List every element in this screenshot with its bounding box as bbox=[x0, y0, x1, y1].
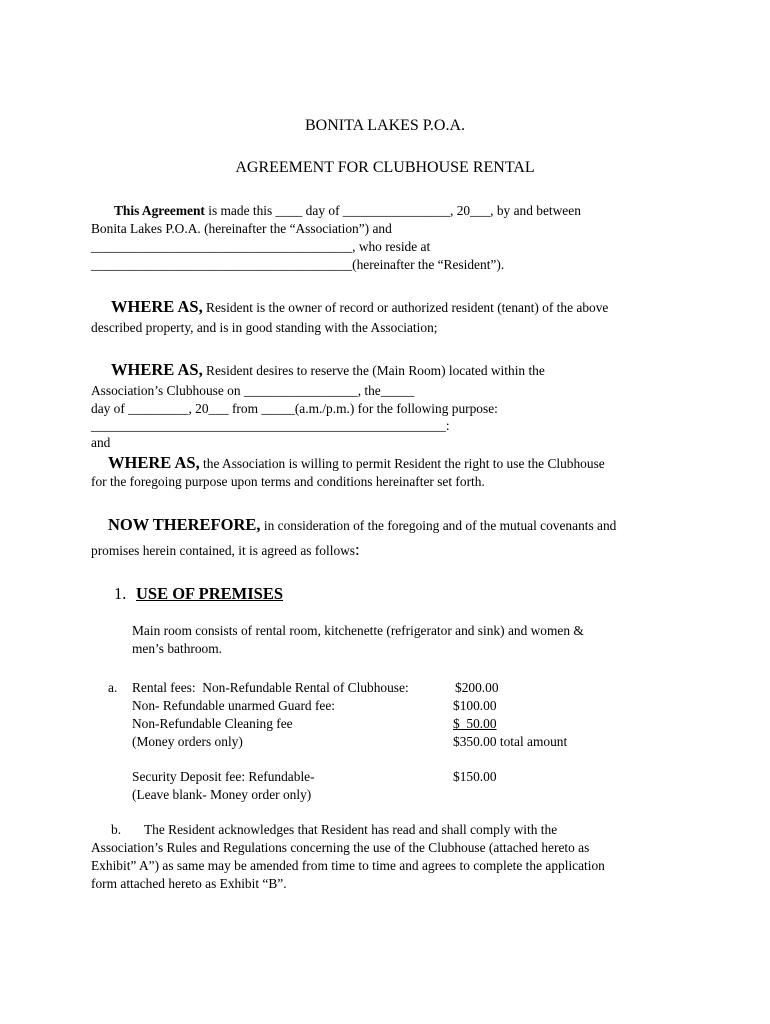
whereas-1-line-1 bbox=[111, 298, 608, 316]
intro-bold-lead: This Agreement bbox=[114, 203, 205, 218]
item-b-line-2: Association’s Rules and Regulations concerning the use of the Clubhouse (attached hereto as bbox=[91, 840, 590, 855]
deposit-note: (Leave blank- Money order only) bbox=[132, 787, 312, 802]
fee-row-3-amount: $ 50.00 bbox=[453, 716, 497, 731]
whereas-2-line-3: day of _________, 20___ from _____(a.m./p.m.) for the following purpose: bbox=[91, 401, 498, 416]
intro-line-1 bbox=[114, 202, 581, 219]
fee-row-1-label: Rental fees: Non-Refundable Rental of Clubhouse: bbox=[132, 680, 409, 695]
whereas-1-line-1-text: Resident is the owner of record or authorized resident (tenant) of the above bbox=[202, 300, 609, 315]
whereas-1-lead: WHERE AS, bbox=[111, 297, 203, 316]
nowtherefore-line-2 bbox=[91, 541, 360, 559]
org-title: BONITA LAKES P.O.A. bbox=[304, 117, 466, 134]
whereas-2-line-2: Association’s Clubhouse on _________________, the_____ bbox=[91, 383, 415, 398]
whereas-2-line-1 bbox=[111, 361, 545, 379]
item-b-line-3: Exhibit” A”) as same may be amended from time to time and agrees to complete the application bbox=[91, 858, 605, 873]
whereas-1-line-2: described property, and is in good standing with the Association; bbox=[91, 320, 438, 335]
section-1-desc-line-2: men’s bathroom. bbox=[132, 641, 223, 656]
item-b-line-4: form attached hereto as Exhibit “B”. bbox=[91, 876, 287, 891]
fee-row-4-amount: $350.00 total amount bbox=[453, 734, 568, 749]
whereas-2-lead: WHERE AS, bbox=[111, 360, 203, 379]
agreement-title: AGREEMENT FOR CLUBHOUSE RENTAL bbox=[235, 159, 535, 176]
nowtherefore-lead: NOW THEREFORE, bbox=[108, 515, 261, 534]
section-1-desc-line-1: Main room consists of rental room, kitchenette (refrigerator and sink) and women & bbox=[132, 623, 584, 638]
intro-line-4: _______________________________________(hereinafter the “Resident”). bbox=[91, 257, 505, 272]
whereas-2-line-4: _____________________________________________________: bbox=[91, 418, 450, 433]
item-b-line-1: The Resident acknowledges that Resident has read and shall comply with the bbox=[144, 822, 558, 837]
fee-row-2-label: Non- Refundable unarmed Guard fee: bbox=[132, 698, 336, 713]
whereas-3-line-2: for the foregoing purpose upon terms and conditions hereinafter set forth. bbox=[91, 474, 485, 489]
nowtherefore-line-1 bbox=[108, 516, 616, 534]
whereas-2-line-5: and bbox=[91, 435, 111, 450]
section-1-number: 1. bbox=[114, 584, 127, 603]
nowtherefore-colon: : bbox=[355, 540, 360, 559]
intro-line-1-text: is made this ____ day of ________________, 20___, by and between bbox=[204, 203, 581, 218]
fee-row-1-amount: $200.00 bbox=[455, 680, 499, 695]
fee-row-2-amount: $100.00 bbox=[453, 698, 497, 713]
intro-line-2: Bonita Lakes P.O.A. (hereinafter the “Association”) and bbox=[91, 221, 392, 236]
deposit-label: Security Deposit fee: Refundable- bbox=[132, 769, 315, 784]
item-a-marker: a. bbox=[108, 680, 118, 695]
whereas-3-line-1 bbox=[108, 454, 605, 472]
fee-row-3-label: Non-Refundable Cleaning fee bbox=[132, 716, 293, 731]
intro-line-3: _______________________________________, who reside at bbox=[91, 239, 431, 254]
item-b-marker: b. bbox=[111, 822, 122, 837]
section-1-heading: USE OF PREMISES bbox=[136, 584, 284, 603]
nowtherefore-line-2-text: promises herein contained, it is agreed as follows bbox=[91, 543, 356, 558]
whereas-2-line-1-text: Resident desires to reserve the (Main Room) located within the bbox=[202, 363, 545, 378]
deposit-amount: $150.00 bbox=[453, 769, 497, 784]
nowtherefore-line-1-text: in consideration of the foregoing and of the mutual covenants and bbox=[260, 518, 617, 533]
whereas-3-line-1-text: the Association is willing to permit Resident the right to use the Clubhouse bbox=[199, 456, 605, 471]
fee-row-4-label: (Money orders only) bbox=[132, 734, 243, 749]
whereas-3-lead: WHERE AS, bbox=[108, 453, 200, 472]
